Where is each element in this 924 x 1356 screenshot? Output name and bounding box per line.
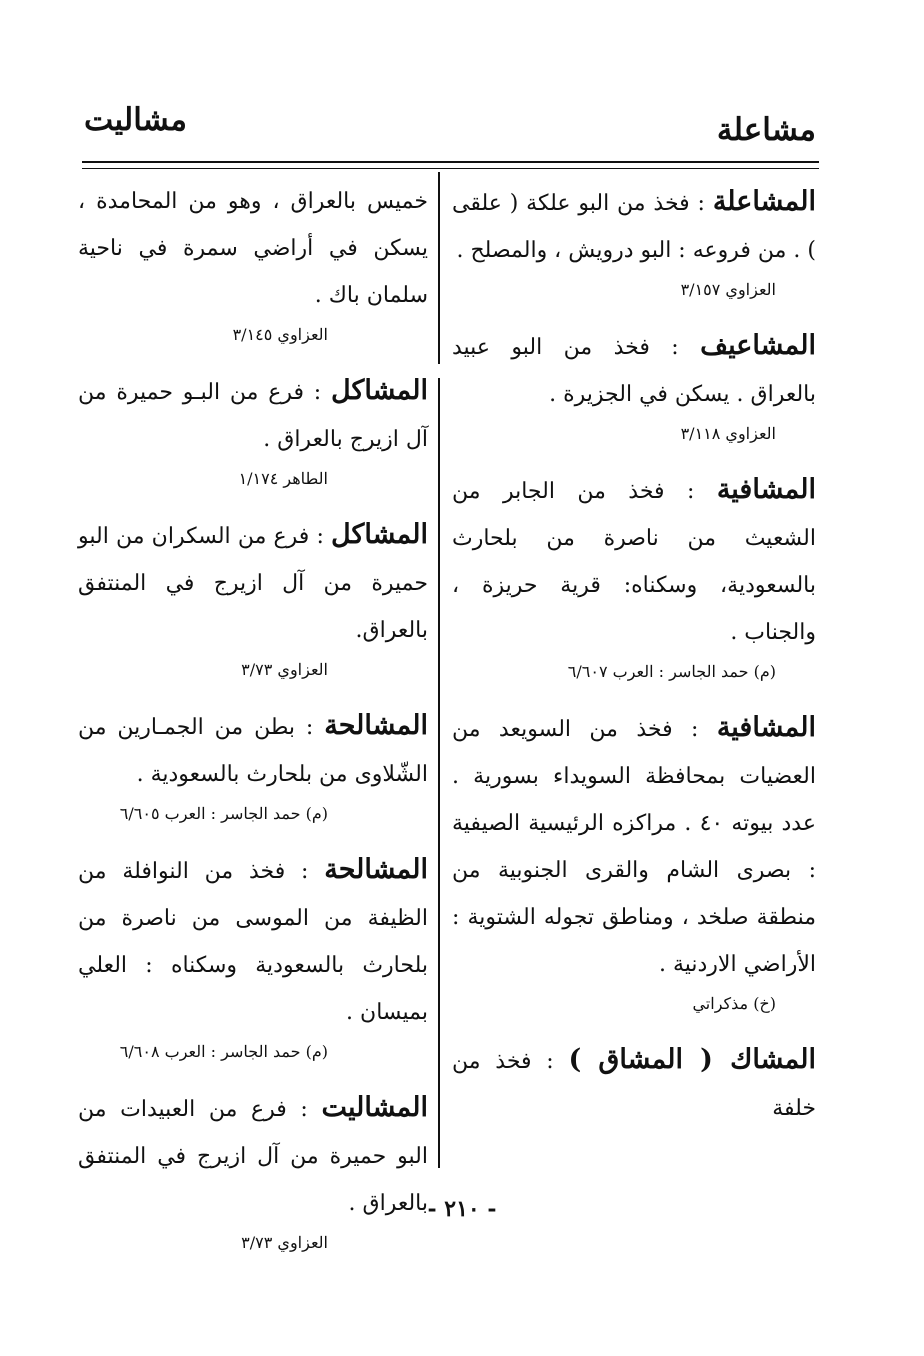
entry-source: العزاوي ٣/١٥٧ bbox=[680, 280, 776, 299]
column-divider-lower bbox=[438, 378, 440, 1168]
left-column bbox=[78, 178, 428, 1275]
header-rule-top bbox=[82, 161, 819, 163]
entry-text: : فخذ من خلفة bbox=[452, 1049, 816, 1121]
entry bbox=[452, 1036, 816, 1132]
entry-source: (خ) مذكراتي bbox=[692, 994, 776, 1013]
entry bbox=[452, 466, 816, 688]
entry-source: العزاوي ٣/١١٨ bbox=[680, 424, 776, 443]
entry-source: (م) حمد الجاسر : العرب ٦/٦٠٨ bbox=[119, 1042, 328, 1061]
entry-text: : فرع من السكران من البو حميرة من آل ازيرج في المنتفق بالعراق. bbox=[78, 524, 428, 643]
header-rule-bottom bbox=[82, 168, 819, 169]
entry-term: المشاليت bbox=[321, 1092, 428, 1123]
entry-term: المشاعلة bbox=[712, 186, 816, 217]
entry-term: المشاكل bbox=[331, 519, 428, 550]
entry bbox=[452, 704, 816, 1020]
entry-text: : فرع من البـو حميرة من آل ازيرج بالعراق . bbox=[78, 380, 428, 452]
entry-text: : فخذ من الجابر من الشعيث من ناصرة من بلحارث بالسعودية، وسكناه: قرية حريزة ، والجناب . bbox=[452, 479, 816, 645]
entry-source: (م) حمد الجاسر : العرب ٦/٦٠٥ bbox=[119, 804, 328, 823]
entry-source: العزاوي ٣/١٤٥ bbox=[232, 325, 328, 344]
entry-text: : فخذ من السويعد من العضيات بمحافظة السويداء بسورية . عدد بيوته ٤٠ . مراكزه الرئيسية الصيفية : بصرى الشام والقرى الجنوبية من منطقة صلخد ، ومناطق تجوله الشتوية : الأراضي الاردنية . bbox=[452, 717, 816, 977]
entry-source: الطاهر ١/١٧٤ bbox=[238, 469, 328, 488]
entry-term: المشالحة bbox=[324, 854, 428, 885]
entry-term: المشاك ( المشاق ) bbox=[568, 1044, 816, 1075]
column-divider-upper bbox=[438, 172, 440, 364]
entry-text: : بطن من الجمـارين من الشّلاوى من بلحارث بالسعودية . bbox=[78, 715, 428, 787]
entry bbox=[452, 322, 816, 450]
entry-term: المشافية bbox=[716, 474, 816, 505]
entry bbox=[78, 178, 428, 351]
header-left-word: مشاليت bbox=[84, 102, 187, 138]
entry bbox=[452, 178, 816, 306]
entry-source: العزاوي ٣/٧٣ bbox=[241, 1233, 328, 1252]
entry bbox=[78, 702, 428, 830]
entry-text: : فخذ من البو عبيد بالعراق . يسكن في الجزيرة . bbox=[452, 335, 816, 407]
entry-source: (م) حمد الجاسر : العرب ٦/٦٠٧ bbox=[567, 662, 776, 681]
entry-text: : فخذ من البو علكة ( علقى ) . من فروعه : البو درويش ، والمصلح . bbox=[452, 191, 816, 263]
entry-text: : فرع من العبيدات من البو حميرة من آل ازيرج في المنتفق بالعراق . bbox=[78, 1097, 428, 1216]
entry-term: المشاعيف bbox=[700, 330, 816, 361]
right-column bbox=[452, 178, 816, 1132]
header-right-word: مشاعلة bbox=[716, 112, 816, 148]
entry bbox=[78, 846, 428, 1068]
entry-text: خميس بالعراق ، وهو من المحامدة ، يسكن في أراضي سمرة في ناحية سلمان باك . bbox=[78, 189, 428, 308]
entry-term: المشاكل bbox=[331, 375, 428, 406]
entry bbox=[78, 511, 428, 686]
entry-term: المشافية bbox=[716, 712, 816, 743]
entry-source: العزاوي ٣/٧٣ bbox=[241, 660, 328, 679]
entry bbox=[78, 1084, 428, 1259]
page-number: - ٢١٠ - bbox=[427, 1196, 497, 1222]
entry-text: : فخذ من النوافلة من الظيفة من الموسى من ناصرة من بلحارث بالسعودية وسكناه : العلي بميسان . bbox=[78, 859, 428, 1025]
entry-term: المشالحة bbox=[324, 710, 428, 741]
entry bbox=[78, 367, 428, 495]
